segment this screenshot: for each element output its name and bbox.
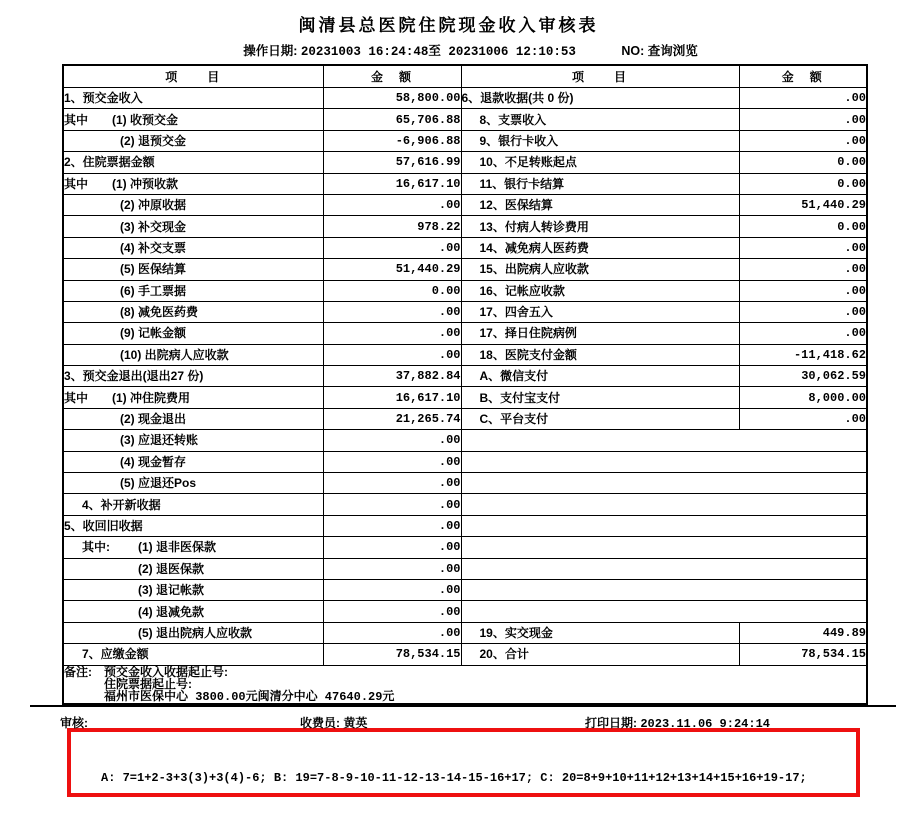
item-text: 19、实交现金: [479, 625, 553, 640]
table-header-row: [63, 65, 867, 88]
item-label-cell: [461, 259, 739, 280]
item-label-cell: [63, 323, 323, 344]
item-text: (4) 现金暂存: [120, 454, 187, 469]
amount-cell: -6,906.88: [323, 130, 461, 151]
item-label-cell: [63, 494, 323, 515]
item-label-cell: [63, 408, 323, 429]
item-text: (2) 退预交金: [120, 133, 187, 148]
empty-merged-cell: [461, 579, 867, 600]
table-row: [63, 622, 867, 643]
item-prefix: 其中: [64, 390, 89, 405]
item-text: (4) 补交支票: [120, 240, 187, 255]
table-row: [63, 173, 867, 194]
item-text: 12、医保结算: [479, 198, 553, 213]
table-row: [63, 601, 867, 622]
item-label-cell: [461, 344, 739, 365]
item-label-cell: [461, 194, 739, 215]
print-date-value: 2023.11.06 9:24:14: [640, 716, 770, 731]
item-label-cell: [461, 88, 739, 109]
table-row: [63, 579, 867, 600]
item-label-cell: [63, 344, 323, 365]
empty-merged-cell: [461, 515, 867, 536]
page-title: 闽清县总医院住院现金收入审核表: [298, 16, 599, 35]
table-row: [63, 473, 867, 494]
amount-cell: .00: [739, 109, 867, 130]
operation-date-label: 操作日期:: [243, 44, 298, 58]
operation-date-value: 20231003 16:24:48至 20231006 12:10:53: [300, 45, 576, 59]
col-header-amount-left: 金 额: [323, 65, 461, 88]
amount-cell: .00: [323, 537, 461, 558]
formula-text: A: 7=1+2-3+3(3)+3(4)-6; B: 19=7-8-9-10-11-12-13-14-15-16+17; C: 20=8+9+10+11+12+13+14+15+16+19-17;: [101, 770, 807, 785]
item-text: (2) 现金退出: [120, 412, 187, 427]
table-row: [63, 237, 867, 258]
item-label-cell: [461, 130, 739, 151]
amount-cell: 16,617.10: [323, 173, 461, 194]
amount-cell: 78,534.15: [323, 644, 461, 665]
col-header-item-left: 项 目: [63, 65, 323, 88]
col-header-amount-right: 金 额: [739, 65, 867, 88]
amount-cell: .00: [323, 430, 461, 451]
item-label-cell: [63, 537, 323, 558]
amount-cell: .00: [323, 473, 461, 494]
table-row: [63, 130, 867, 151]
amount-cell: 21,265.74: [323, 408, 461, 429]
amount-cell: 65,706.88: [323, 109, 461, 130]
item-text: 17、择日住院病例: [479, 326, 577, 341]
item-label-cell: [63, 622, 323, 643]
item-label-cell: [63, 366, 323, 387]
item-label-cell: [461, 152, 739, 173]
amount-cell: 8,000.00: [739, 387, 867, 408]
item-label-cell: [461, 644, 739, 665]
amount-cell: .00: [323, 579, 461, 600]
item-text: (5) 退出院病人应收款: [138, 625, 253, 640]
item-text: 10、不足转账起点: [479, 155, 577, 170]
amount-cell: 51,440.29: [739, 194, 867, 215]
report-subhead: [22, 41, 919, 59]
amount-cell: .00: [739, 323, 867, 344]
amount-cell: 51,440.29: [323, 259, 461, 280]
amount-cell: .00: [739, 237, 867, 258]
table-row: [63, 152, 867, 173]
item-prefix: 其中: [64, 176, 89, 191]
note-line-3: [64, 690, 866, 703]
amount-cell: 57,616.99: [323, 152, 461, 173]
amount-cell: .00: [323, 515, 461, 536]
item-text: (4) 退减免款: [138, 604, 205, 619]
item-text: 18、医院支付金额: [479, 347, 577, 362]
cashier-field: [300, 714, 367, 731]
amount-cell: .00: [323, 601, 461, 622]
notes-row: [63, 665, 867, 704]
table-row: [63, 515, 867, 536]
item-text: (2) 退医保款: [138, 561, 205, 576]
table-row: [63, 644, 867, 665]
amount-cell: .00: [323, 622, 461, 643]
item-text: (1) 冲住院费用: [112, 390, 191, 405]
item-label-cell: [461, 109, 739, 130]
item-text: (10) 出院病人应收款: [120, 347, 229, 362]
item-text: (3) 退记帐款: [138, 583, 205, 598]
item-text: 6、退款收据(共 0 份): [461, 91, 574, 106]
empty-merged-cell: [461, 558, 867, 579]
item-label-cell: [461, 387, 739, 408]
table-row: [63, 88, 867, 109]
item-text: 1、预交金收入: [64, 91, 143, 106]
item-text: 4、补开新收据: [82, 497, 161, 512]
item-text: (6) 手工票据: [120, 283, 187, 298]
item-text: (9) 记帐金额: [120, 326, 187, 341]
item-label-cell: [63, 579, 323, 600]
item-text: 15、出院病人应收款: [479, 262, 589, 277]
item-text: 9、银行卡收入: [479, 133, 559, 148]
item-label-cell: [63, 88, 323, 109]
no-value: 查询浏览: [647, 44, 698, 58]
amount-cell: 0.00: [323, 280, 461, 301]
table-row: [63, 109, 867, 130]
table-row: [63, 494, 867, 515]
item-label-cell: [63, 387, 323, 408]
item-text: 16、记帐应收款: [479, 283, 565, 298]
item-prefix: 其中:: [82, 540, 110, 555]
item-text: 7、应缴金额: [82, 647, 149, 662]
item-label-cell: [63, 194, 323, 215]
amount-cell: .00: [323, 323, 461, 344]
item-text: 20、合计: [479, 647, 529, 662]
item-prefix: 其中: [64, 112, 89, 127]
auditor-label: 审核:: [60, 715, 88, 730]
item-label-cell: [63, 515, 323, 536]
table-row: [63, 451, 867, 472]
empty-merged-cell: [461, 451, 867, 472]
amount-cell: .00: [323, 194, 461, 215]
amount-cell: .00: [323, 301, 461, 322]
item-label-cell: [63, 558, 323, 579]
table-row: [63, 194, 867, 215]
amount-cell: 16,617.10: [323, 387, 461, 408]
amount-cell: .00: [739, 259, 867, 280]
highlight-box: [67, 728, 860, 797]
item-text: 5、收回旧收据: [64, 519, 143, 533]
amount-cell: 978.22: [323, 216, 461, 237]
amount-cell: .00: [739, 130, 867, 151]
item-text: 11、银行卡结算: [479, 176, 565, 191]
item-label-cell: [63, 216, 323, 237]
item-text: 17、四舍五入: [479, 305, 553, 320]
no-label: NO:: [621, 44, 645, 58]
item-label-cell: [461, 301, 739, 322]
item-text: (3) 应退还转账: [120, 433, 199, 448]
notes-label: 备注:: [64, 664, 92, 679]
item-text: (1) 冲预收款: [112, 176, 179, 191]
item-text: 14、减免病人医药费: [479, 240, 589, 255]
item-label-cell: [63, 430, 323, 451]
item-label-cell: [63, 473, 323, 494]
empty-merged-cell: [461, 473, 867, 494]
amount-cell: 0.00: [739, 216, 867, 237]
item-text: (2) 冲原收据: [120, 198, 187, 213]
table-row: [63, 280, 867, 301]
item-text: (1) 退非医保款: [138, 540, 217, 555]
item-label-cell: [63, 173, 323, 194]
medicare-center-amounts: 福州市医保中心 3800.00元闽清分中心 47640.29元: [104, 689, 395, 704]
table-row: [63, 344, 867, 365]
item-label-cell: [63, 280, 323, 301]
table-row: [63, 537, 867, 558]
amount-cell: .00: [739, 280, 867, 301]
empty-merged-cell: [461, 601, 867, 622]
amount-cell: .00: [739, 301, 867, 322]
amount-cell: 78,534.15: [739, 644, 867, 665]
item-label-cell: [461, 280, 739, 301]
item-label-cell: [63, 152, 323, 173]
item-label-cell: [63, 301, 323, 322]
amount-cell: 30,062.59: [739, 366, 867, 387]
item-label-cell: [63, 601, 323, 622]
item-text: B、支付宝支付: [479, 390, 561, 405]
report-footer: [0, 707, 897, 735]
amount-cell: .00: [739, 88, 867, 109]
table-row: [63, 366, 867, 387]
item-label-cell: [63, 644, 323, 665]
receipt-range-prepaid: 预交金收入收据起止号:: [104, 664, 228, 679]
receipt-range-inpatient: 住院票据起止号:: [104, 676, 192, 691]
item-text: A、微信支付: [479, 369, 549, 384]
amount-cell: .00: [323, 494, 461, 515]
item-text: 8、支票收入: [479, 112, 547, 127]
amount-cell: -11,418.62: [739, 344, 867, 365]
item-label-cell: [63, 130, 323, 151]
item-text: (5) 应退还Pos: [120, 476, 197, 491]
item-label-cell: [63, 109, 323, 130]
amount-cell: 0.00: [739, 173, 867, 194]
item-label-cell: [461, 216, 739, 237]
amount-cell: .00: [323, 558, 461, 579]
item-text: (5) 医保结算: [120, 262, 187, 277]
table-row: [63, 301, 867, 322]
amount-cell: 0.00: [739, 152, 867, 173]
cashier-label: 收费员:: [300, 715, 340, 730]
cashier-name: 黄英: [343, 715, 368, 730]
note-line-2: [64, 678, 866, 690]
item-text: (8) 减免医药费: [120, 305, 199, 320]
item-text: C、平台支付: [479, 412, 549, 427]
item-label-cell: [63, 237, 323, 258]
amount-cell: .00: [323, 344, 461, 365]
table-row: [63, 430, 867, 451]
item-text: 13、付病人转诊费用: [479, 219, 589, 234]
item-text: (1) 收预交金: [112, 112, 179, 127]
item-text: 3、预交金退出(退出27 份): [64, 369, 204, 384]
print-date-field: [585, 714, 770, 731]
item-label-cell: [461, 173, 739, 194]
amount-cell: 37,882.84: [323, 366, 461, 387]
table-row: [63, 323, 867, 344]
table-body: [63, 88, 867, 666]
table-row: [63, 408, 867, 429]
item-label-cell: [461, 237, 739, 258]
amount-cell: 449.89: [739, 622, 867, 643]
amount-cell: .00: [323, 237, 461, 258]
item-label-cell: [461, 366, 739, 387]
table-row: [63, 558, 867, 579]
item-label-cell: [461, 323, 739, 344]
empty-merged-cell: [461, 430, 867, 451]
item-label-cell: [461, 622, 739, 643]
amount-cell: .00: [739, 408, 867, 429]
empty-merged-cell: [461, 494, 867, 515]
amount-cell: .00: [323, 451, 461, 472]
empty-merged-cell: [461, 537, 867, 558]
table-row: [63, 216, 867, 237]
table-row: [63, 387, 867, 408]
print-date-label: 打印日期:: [585, 715, 637, 730]
item-text: (3) 补交现金: [120, 219, 187, 234]
item-text: 2、住院票据金额: [64, 155, 155, 170]
item-label-cell: [63, 259, 323, 280]
col-header-item-right: 项 目: [461, 65, 739, 88]
item-label-cell: [461, 408, 739, 429]
table-row: [63, 259, 867, 280]
item-label-cell: [63, 451, 323, 472]
amount-cell: 58,800.00: [323, 88, 461, 109]
